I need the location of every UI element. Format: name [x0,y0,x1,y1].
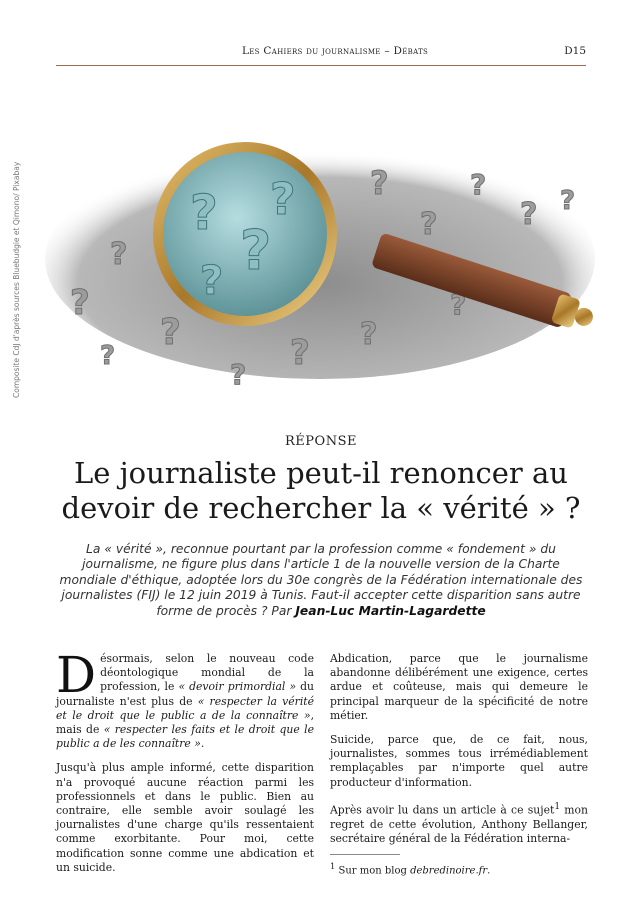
svg-text:?: ? [200,258,224,304]
magnifying-glass-illustration [40,84,610,404]
footnote-link[interactable]: debredinoire.fr [410,865,488,877]
svg-text:?: ? [100,341,116,371]
running-header [56,43,586,66]
paragraph: Suicide, parce que, de ce fait, nous, journalistes, sommes tous irrémédiablement remplaçables par n'importe quel autre producteur d'information. [330,733,588,789]
svg-text:?: ? [270,174,296,225]
paragraph: Abdication, parce que le journalisme abandonne délibérément une exigence, certes ardue et coûteuse, mais qui demeure le principal marqueur de la spécificité de notre métier. [330,652,588,722]
footnote-text: Sur mon blog [335,865,411,877]
article-kicker: RÉPONSE [285,434,357,449]
svg-text:?: ? [160,312,181,353]
svg-text:?: ? [230,358,247,391]
svg-text:?: ? [370,164,389,202]
paragraph [56,646,315,751]
svg-text:?: ? [420,207,438,242]
page-number: D15 [564,45,586,57]
footnote [330,860,588,877]
svg-text:?: ? [190,185,218,241]
title-line-1: Le journaliste peut-il renoncer au [74,456,568,490]
svg-text:?: ? [110,237,128,272]
svg-text:?: ? [470,168,487,201]
footnote-end: . [487,865,491,877]
paragraph [330,800,588,846]
drop-cap: D [56,646,97,704]
svg-text:?: ? [290,333,310,373]
body-column-right [330,652,588,877]
footnote-ref: 1 [554,801,561,812]
text-run: , mais de [56,708,314,737]
svg-text:?: ? [520,197,538,232]
image-credit [8,120,22,400]
lede-text: La « vérité », reconnue pourtant par la profession comme « fondement » du journalisme, ne figure plus dans l'article 1 de la nouvelle version de la Charte mondiale d'éthique, adoptée lors du 30e congrès de la Fédération internationale des journalistes (FIJ) le 12 juin 2019 à Tunis. Faut-il accepter cette disparition sans autre forme de procès ? Par [59,542,583,618]
text-run: Après avoir lu dans un article à ce sujet [330,803,555,817]
footnote-divider [330,854,400,855]
body-column-left [56,646,315,885]
svg-text:?: ? [70,283,90,323]
text-run: . [200,737,205,751]
article-title [40,456,602,526]
svg-text:?: ? [360,317,378,352]
quote: « respecter la vérité et le droit que le public a de la connaître » [56,694,315,722]
footnote-number: 1 [330,861,336,872]
image-credit-text: Composite CdJ d'après sources Bluebudgie et Qimono/ Pixabay [12,161,21,398]
text-run: mon regret de cette évolution, Anthony Bellanger, secrétaire général de la Fédération interna- [330,803,589,845]
author-name: Jean-Luc Martin-Lagardette [295,603,486,618]
text-run: ésormais, selon le nouveau code déontologique mondial de la profession, le [100,652,314,694]
paragraph: Jusqu'à plus ample informé, cette disparition n'a provoqué aucune réaction parmi les professionnels et dans le public. Bien au contraire, elle semble avoir soulagé les journalistes d'une charge qu'ils ressentaient comme exorbitante. Pour moi, cette modification sonne comme une abdication et un suicide. [56,761,314,874]
article-lede [56,542,586,619]
quote: « devoir primordial » [178,680,297,694]
svg-text:?: ? [240,219,272,282]
text-run: du journaliste n'est plus de [56,680,314,708]
quote: « respecter les faits et le droit que le public a de les connaître » [56,723,314,751]
title-line-2: devoir de rechercher la « vérité » ? [61,491,581,525]
svg-text:?: ? [450,288,467,321]
journal-title: Les Cahiers du journalisme – Débats [242,45,429,57]
svg-text:?: ? [560,186,576,216]
